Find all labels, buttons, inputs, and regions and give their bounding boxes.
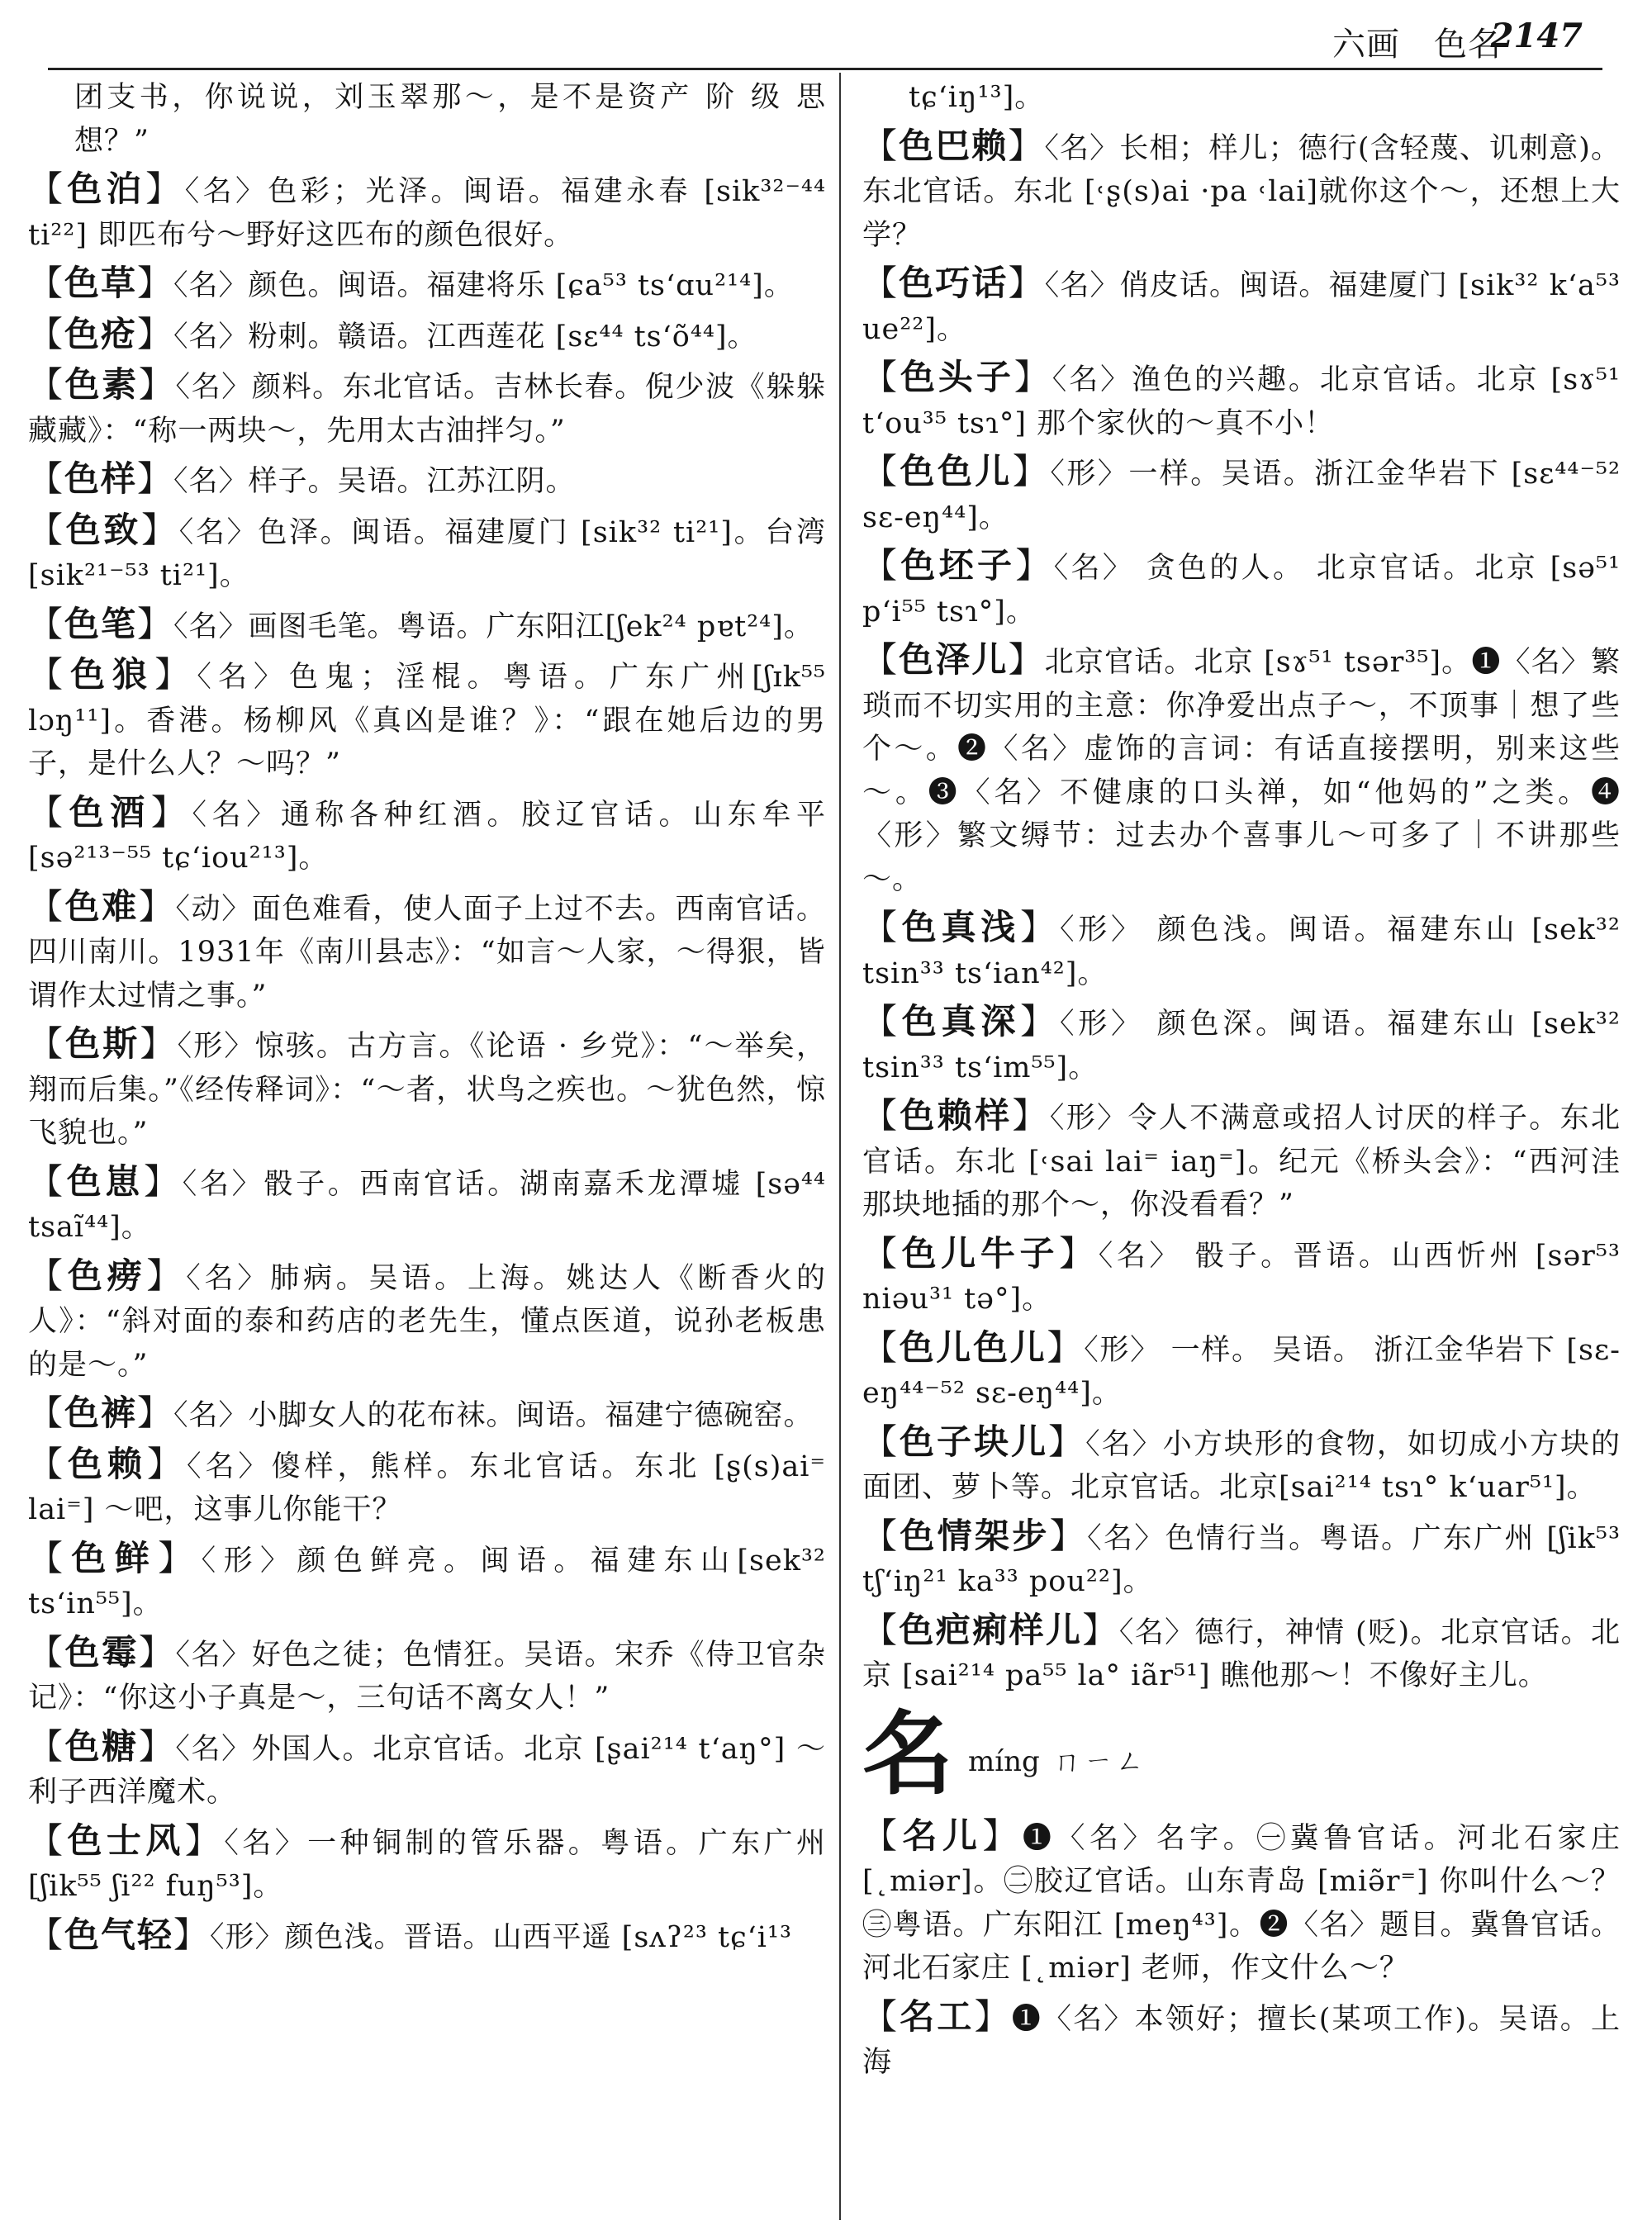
entry-definition: 〈名〉颜色。闽语。福建将乐 [ɕa⁵³ ts‘ɑu²¹⁴]。 [173, 269, 794, 302]
entry-headword-text: 色样 [64, 458, 138, 499]
dictionary-entry [28, 791, 826, 880]
dictionary-entry [28, 1725, 826, 1815]
entry-definition: 〈名〉德行，神情 (贬)。北京官话。北京 [sai²¹⁴ pa⁵⁵ la° iãr⁵¹] 瞧他那～！不像好主儿。 [862, 1616, 1621, 1692]
entry-headword: 【色赖样】 [862, 1095, 1050, 1136]
entry-headword-text: 色头子 [900, 357, 1014, 397]
entry-definition: 〈名〉通称各种红酒。胶辽官话。山东牟平 [sə²¹³⁻⁵⁵ tɕ‘iou²¹³]。 [28, 798, 826, 875]
entry-headword: 【色裤】 [28, 1393, 174, 1433]
entry-headword: 【色霉】 [28, 1631, 176, 1672]
dictionary-entry [28, 262, 826, 308]
entry-definition: 〈形〉 颜色浅。闽语。福建东山 [sek³² tsin³³ ts‘ian⁴²]。 [862, 913, 1621, 990]
entry-definition: 〈形〉令人不满意或招人讨厌的样子。东北官话。东北 [˓sai lai⁼ iaŋ⁼]。纪元《桥头会》：“西河洼那块地插的那个～，你没看看？” [862, 1102, 1621, 1222]
continuation-text: 团支书，你说说，刘玉翠那～，是不是资产 阶 级 思想？” [74, 81, 826, 158]
entry-definition: 〈名〉长相；样儿；德行(含轻蔑、讥刺意)。东北官话。东北 [˓ʂ(s)ai ·pa ˓lai]就你这个～，还想上大学？ [862, 131, 1621, 252]
entry-headword-text: 色色儿 [900, 451, 1013, 491]
dictionary-entry [862, 125, 1621, 258]
dictionary-entry [862, 1815, 1621, 1990]
entry-definition: 〈名〉画图毛笔。粤语。广东阳江[ʃek²⁴ pɐt²⁴]。 [173, 610, 814, 643]
entry-headword: 【色士风】 [28, 1820, 225, 1861]
entry-headword-text: 色疮 [64, 313, 138, 354]
dictionary-entry [862, 1232, 1621, 1321]
entry-definition: 〈名〉一种铜制的管乐器。粤语。广东广州 [ʃik⁵⁵ ʃi²² fuŋ⁵³]。 [28, 1826, 826, 1903]
entry-headword: 【色酒】 [28, 791, 192, 833]
entry-headword: 【色糖】 [28, 1725, 176, 1767]
dictionary-entry [28, 653, 826, 786]
entry-definition: 〈名〉好色之徒；色情狂。吴语。宋乔《侍卫官杂记》：“你这小子真是～，三句话不离女人！” [28, 1638, 826, 1715]
entry-headword: 【色致】 [28, 509, 179, 550]
entry-definition: 〈动〉面色难看，使人面子上过不去。西南官话。四川南川。1931年《南川县志》：“如言～人家，～得狠，皆谓作太过情之事。” [28, 892, 826, 1013]
entry-definition: 北京官话。北京 [sɤ⁵¹ tsər³⁵]。❶〈名〉繁琐而不切实用的主意：你净爱出点子～，不顶事｜想了些个～。❷〈名〉虚饰的言词：有话直接摆明，别来这些～。❸〈名〉不健康的口头禅，如“他妈的”之类。❹〈形〉繁文缛节：过去办个喜事儿～可多了｜不讲那些～。 [862, 646, 1621, 896]
dictionary-entry [28, 458, 826, 504]
head-character-zhuyin: ㄇㄧㄥ [1052, 1744, 1147, 1778]
entry-definition: 〈形〉颜色浅。晋语。山西平遥 [sʌʔ²³ tɕ‘i¹³ [210, 1920, 793, 1954]
entry-definition: ❶〈名〉名字。㊀冀鲁官话。河北石家庄[˛miər]。㊁胶辽官话。山东青岛 [miə̃r⁼] 你叫什么～？㊂粤语。广东阳江 [meŋ⁴³]。❷〈名〉题目。冀鲁官话。河北石家庄 [˛miər] 老师，作文什么～？ [862, 1821, 1621, 1986]
entry-headword: 【色草】 [28, 263, 174, 303]
entry-headword: 【色坯子】 [862, 545, 1054, 586]
entry-headword-text: 色糖 [64, 1725, 139, 1767]
dictionary-entry [862, 638, 1621, 901]
entry-headword: 【色巴赖】 [862, 125, 1045, 166]
entry-headword-text: 色酒 [69, 791, 151, 833]
right-entry-list [862, 125, 1621, 1698]
page-number: 2147 [1490, 17, 1583, 55]
left-entry-list [28, 168, 826, 1959]
entry-headword-text: 色坯子 [900, 545, 1016, 586]
entry-headword: 【色泊】 [28, 168, 185, 209]
entry-headword-text: 名工 [900, 1995, 975, 2037]
entry-headword-text: 色笔 [64, 603, 138, 644]
entry-headword: 【色色儿】 [862, 451, 1051, 491]
entry-headword: 【色崽】 [28, 1160, 183, 1202]
entry-definition: 〈名〉 骰子。晋语。山西忻州 [sər⁵³ niəu³¹ tə°]。 [862, 1239, 1621, 1316]
entry-headword-text: 色巴赖 [899, 125, 1009, 166]
entry-headword-text: 色狼 [70, 654, 155, 695]
dictionary-entry [862, 356, 1621, 445]
entry-headword: 【色笔】 [28, 603, 174, 644]
entry-definition: 〈形〉 一样。 吴语。 浙江金华岩下 [sɛ-eŋ⁴⁴⁻⁵² sɛ-eŋ⁴⁴]。 [862, 1333, 1621, 1410]
dictionary-entry [862, 1326, 1621, 1416]
entry-headword-text: 色赖样 [900, 1095, 1013, 1136]
entry-definition: 〈名〉色彩；光泽。闽语。福建永春 [sik³²⁻⁴⁴ ti²²] 即匹布兮～野好这匹布的颜色很好。 [28, 175, 826, 252]
dictionary-entry [28, 509, 826, 598]
entry-definition: 〈形〉颜色鲜亮。闽语。福建东山[sek³² ts‘in⁵⁵]。 [28, 1544, 826, 1620]
entry-definition: 〈名〉渔色的兴趣。北京官话。北京 [sɤ⁵¹ t‘ou³⁵ tsɿ°] 那个家伙的～真不小！ [862, 363, 1621, 440]
dictionary-entry [28, 363, 826, 453]
entry-headword: 【色疤痢样儿】 [862, 1609, 1119, 1650]
entry-headword-text: 色难 [64, 885, 139, 927]
dictionary-entry [28, 1160, 826, 1250]
entry-definition: 〈名〉色情行当。粤语。广东广州 [ʃik⁵³ tʃ‘iŋ²¹ ka³³ pou²²]。 [862, 1521, 1621, 1598]
dictionary-entry [862, 262, 1621, 351]
right-column [862, 76, 1621, 2215]
dictionary-entry [28, 1022, 826, 1155]
entry-headword: 【色子块儿】 [862, 1421, 1086, 1462]
entry-headword-text: 色崽 [66, 1160, 145, 1202]
dictionary-entry [28, 1914, 826, 1960]
entry-definition: 〈名〉傻样，熊样。东北官话。东北 [ʂ(s)ai⁼ lai⁼] ～吧，这事儿你能干？ [28, 1450, 826, 1526]
entry-definition: 〈名〉色泽。闽语。福建厦门 [sik³² ti²¹]。台湾 [sik²¹⁻⁵³ ti²¹]。 [28, 515, 826, 592]
entry-headword-text: 色真深 [901, 1001, 1021, 1041]
entry-headword: 【色鲜】 [28, 1537, 202, 1578]
entry-definition: 〈名〉小方块形的食物，如切成小方块的面团、萝卜等。北京官话。北京[sai²¹⁴ tsɿ° k‘uar⁵¹]。 [862, 1427, 1621, 1504]
entry-headword-text: 色子块儿 [900, 1421, 1049, 1462]
entry-definition: ❶〈名〉本领好；擅长(某项工作)。吴语。上海 [862, 2002, 1621, 2080]
entry-definition: 〈名〉粉刺。赣语。江西莲花 [sɛ⁴⁴ ts‘õ⁴⁴]。 [173, 320, 757, 353]
entry-headword: 【色情架步】 [862, 1515, 1088, 1556]
entry-headword: 【色痨】 [28, 1255, 187, 1296]
dictionary-entry [862, 450, 1621, 539]
dictionary-entry [28, 313, 826, 359]
column-divider [839, 73, 841, 2220]
dictionary-entry [28, 1631, 826, 1720]
dictionary-entry [862, 544, 1621, 633]
left-column [28, 76, 826, 2215]
dictionary-entry [28, 1255, 826, 1388]
entry-headword-text: 色素 [64, 364, 139, 405]
entry-headword: 【色斯】 [28, 1023, 178, 1064]
entry-headword: 【名工】 [862, 1995, 1012, 2037]
entry-definition: 〈形〉一样。吴语。浙江金华岩下 [sɛ⁴⁴⁻⁵² sɛ-eŋ⁴⁴]。 [862, 458, 1621, 534]
dictionary-entry [28, 1443, 826, 1532]
dictionary-entry [862, 1421, 1621, 1510]
entry-definition: 〈名〉 贪色的人。 北京官话。北京 [sə⁵¹ p‘i⁵⁵ tsɿ°]。 [862, 552, 1621, 629]
section-title: 六画 色名 [1332, 26, 1502, 64]
dictionary-entry [862, 1000, 1621, 1089]
entry-headword: 【色巧话】 [862, 263, 1045, 303]
entry-definition: 〈名〉肺病。吴语。上海。姚达人《断香火的人》：“斜对面的泰和药店的老先生，懂点医道，说孙老板患的是～。” [28, 1261, 826, 1382]
entry-headword: 【色赖】 [28, 1443, 187, 1484]
dictionary-entry [28, 1537, 826, 1626]
entry-headword-text: 色痨 [67, 1255, 147, 1296]
head-character: 名 [862, 1700, 953, 1807]
entry-headword: 【色头子】 [862, 357, 1052, 397]
entry-headword: 【色样】 [28, 458, 174, 499]
entry-headword-text: 色真浅 [901, 907, 1021, 947]
head-character-pinyin: míng [968, 1744, 1040, 1778]
entry-headword-text: 色霉 [64, 1631, 139, 1672]
dictionary-entry [862, 1995, 1621, 2085]
entry-headword: 【色狼】 [28, 654, 197, 695]
entry-headword: 【色素】 [28, 364, 176, 405]
continuation-text: tɕ‘iŋ¹³]。 [909, 81, 1045, 114]
dictionary-entry [28, 1392, 826, 1438]
entry-headword: 【色儿牛子】 [862, 1232, 1099, 1274]
entry-headword-text: 色儿牛子 [901, 1232, 1060, 1274]
entry-definition: 〈形〉惊骇。古方言。《论语 · 乡党》：“～举矣，翔而后集。”《经传释词》：“～者，状鸟之疾也。～犹色然，惊飞貌也。” [28, 1030, 826, 1150]
entry-headword-text: 色疤痢样儿 [899, 1609, 1083, 1650]
entry-definition: 〈名〉骰子。西南官话。湖南嘉禾龙潭墟 [sə⁴⁴ tsaĩ⁴⁴]。 [28, 1167, 826, 1244]
entry-headword: 【色真深】 [862, 1001, 1060, 1041]
entry-headword-text: 色巧话 [899, 263, 1009, 303]
entry-headword: 【色真浅】 [862, 907, 1060, 947]
entry-definition: 〈名〉外国人。北京官话。北京 [ʂai²¹⁴ t‘aŋ°] ～利子西洋魔术。 [28, 1732, 826, 1809]
entry-definition: 〈名〉颜料。东北官话。吉林长春。倪少波《躲躲藏藏》：“称一两块～，先用太古油拌匀。” [28, 371, 826, 448]
entry-headword-text: 色草 [64, 263, 138, 303]
dictionary-entry [28, 885, 826, 1018]
entry-headword-text: 色赖 [68, 1443, 147, 1484]
dictionary-entry [28, 1820, 826, 1909]
entry-headword-text: 色气轻 [64, 1914, 174, 1955]
entry-definition: 〈形〉 颜色深。闽语。福建东山 [sek³² tsin³³ ts‘im⁵⁵]。 [862, 1008, 1621, 1084]
dictionary-entry [28, 168, 826, 257]
entry-headword: 【色儿色儿】 [862, 1326, 1085, 1368]
entry-headword-text: 色泊 [67, 168, 146, 209]
page-header [0, 0, 1652, 66]
entry-headword: 【色难】 [28, 885, 176, 927]
entry-headword-text: 色鲜 [71, 1537, 159, 1578]
entry-headword-text: 色情架步 [900, 1515, 1050, 1556]
entry-headword: 【色疮】 [28, 313, 174, 354]
entry-headword-text: 名儿 [902, 1815, 983, 1856]
dictionary-entry [862, 1609, 1621, 1698]
entry-headword: 【名儿】 [862, 1815, 1023, 1856]
right-entry-list-2 [862, 1815, 1621, 2085]
head-character-block [862, 1700, 1621, 1811]
dictionary-entry [862, 1094, 1621, 1227]
entry-headword-text: 色士风 [67, 1820, 185, 1861]
entry-definition: 〈名〉小脚女人的花布袜。闽语。福建宁德碗窑。 [173, 1399, 814, 1432]
entry-headword-text: 色裤 [64, 1393, 138, 1433]
dictionary-entry [862, 1515, 1621, 1604]
entry-headword: 【色泽儿】 [862, 639, 1045, 680]
entry-headword-text: 色泽儿 [899, 639, 1009, 680]
entry-headword-text: 色致 [65, 509, 142, 550]
entry-definition: 〈名〉俏皮话。闽语。福建厦门 [sik³² k‘a⁵³ ue²²]。 [862, 269, 1621, 346]
entry-headword: 【色气轻】 [28, 1914, 211, 1955]
entry-definition: 〈名〉色鬼；淫棍。粤语。广东广州[ʃɪk⁵⁵ lɔŋ¹¹]。香港。杨柳风《真凶是谁？》：“跟在她后边的男子，是什么人？～吗？” [28, 661, 826, 780]
header-rule [48, 68, 1602, 70]
dictionary-entry [28, 603, 826, 649]
entry-headword-text: 色斯 [65, 1023, 140, 1064]
entry-definition: 〈名〉样子。吴语。江苏江阴。 [173, 465, 576, 498]
dictionary-entry [862, 906, 1621, 995]
entry-headword-text: 色儿色儿 [899, 1326, 1047, 1368]
